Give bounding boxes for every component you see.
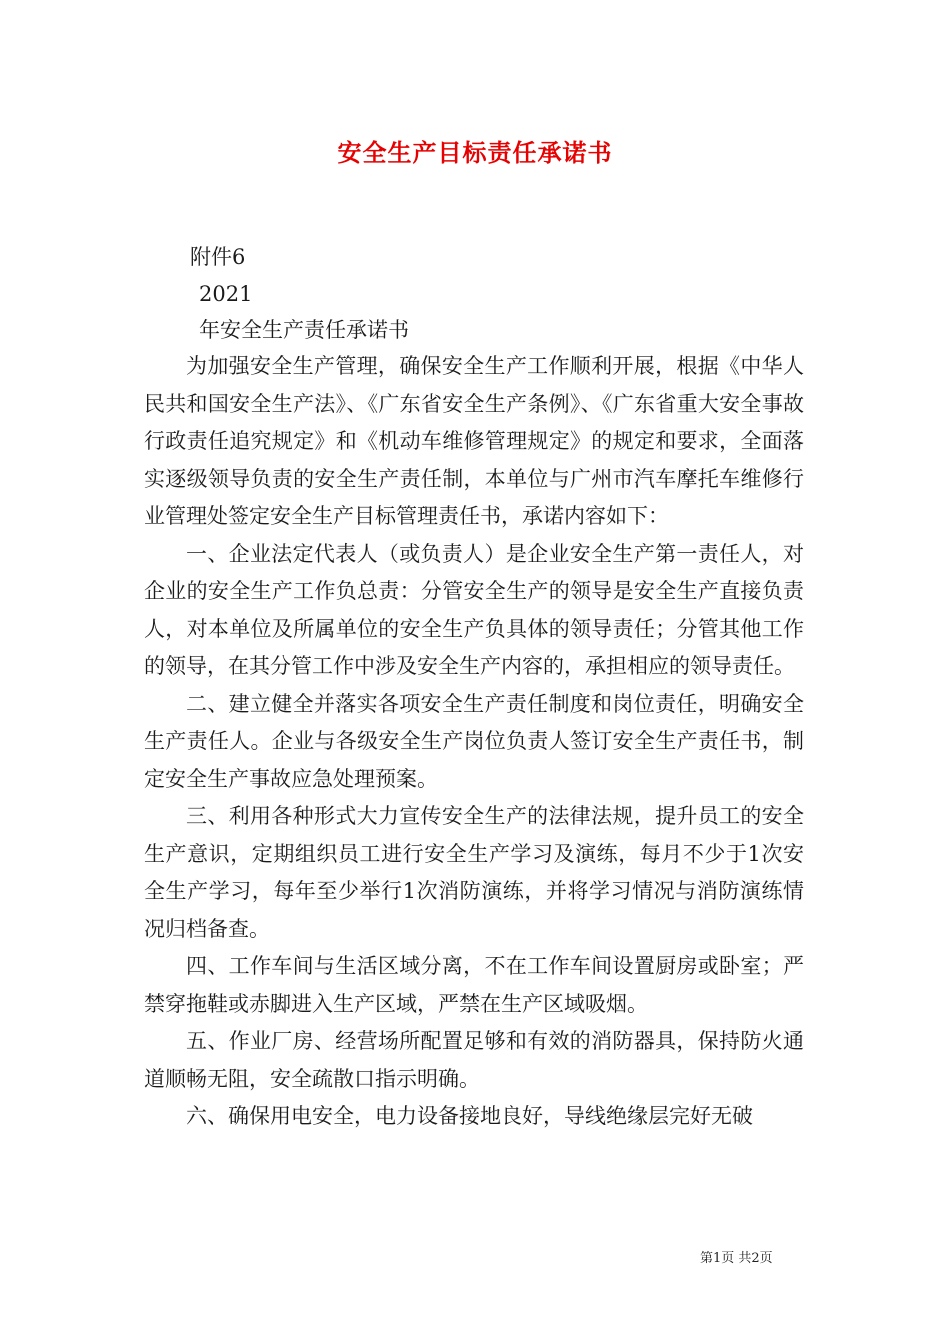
paragraph-item-5: 五、作业厂房、经营场所配置足够和有效的消防器具，保持防火通道顺畅无阻，安全疏散口指示明确。 <box>144 1029 804 1091</box>
subtitle: 年安全生产责任承诺书 <box>199 318 409 342</box>
page-number: 第1页 共2页 <box>700 1251 773 1266</box>
paragraph-item-3: 三、利用各种形式大力宣传安全生产的法律法规，提升员工的安全生产意识，定期组织员工进行安全生产学习及演练，每月不少于1次安全生产学习，每年至少举行1次消防演练，并将学习情况与消防演练情况归档备查。 <box>144 804 804 941</box>
paragraph-intro: 为加强安全生产管理，确保安全生产工作顺利开展，根据《中华人民共和国安全生产法》、《广东省安全生产条例》、《广东省重大安全事故行政责任追究规定》和《机动车维修管理规定》的规定和要求，全面落实逐级领导负责的安全生产责任制，本单位与广州市汽车摩托车维修行业管理处签定安全生产目标管理责任书，承诺内容如下： <box>144 354 804 528</box>
paragraph-item-2: 二、建立健全并落实各项安全生产责任制度和岗位责任，明确安全生产责任人。企业与各级安全生产岗位负责人签订安全生产责任书，制定安全生产事故应急处理预案。 <box>144 691 804 791</box>
body-text <box>144 348 804 1136</box>
paragraph-item-1: 一、企业法定代表人（或负责人）是企业安全生产第一责任人，对企业的安全生产工作负总责：分管安全生产的领导是安全生产直接负责人，对本单位及所属单位的安全生产负具体的领导责任；分管其他工作的领导，在其分管工作中涉及安全生产内容的，承担相应的领导责任。 <box>144 541 804 678</box>
paragraph-item-4: 四、工作车间与生活区域分离，不在工作车间设置厨房或卧室；严禁穿拖鞋或赤脚进入生产区域，严禁在生产区域吸烟。 <box>144 954 804 1016</box>
attachment-label: 附件6 <box>190 245 246 269</box>
paragraph-item-6: 六、确保用电安全，电力设备接地良好，导线绝缘层完好无破 <box>186 1104 753 1128</box>
year-label: 2021 <box>199 282 253 306</box>
document-title: 安全生产目标责任承诺书 <box>337 138 613 167</box>
